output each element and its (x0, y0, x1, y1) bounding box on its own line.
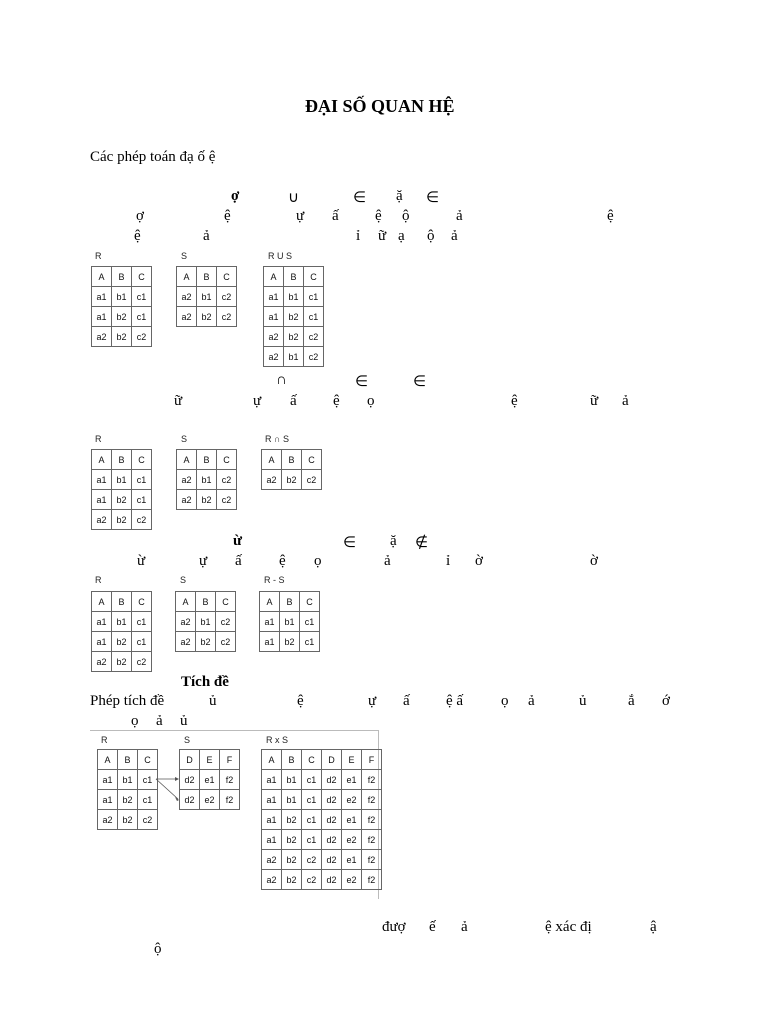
difference-frag: ệ (279, 553, 286, 569)
product-frag: ớ (662, 693, 670, 709)
relation-label: R (101, 735, 108, 745)
column-header: F (220, 750, 240, 770)
table-cell: a2 (177, 287, 197, 307)
table-row (262, 850, 382, 870)
relation-label: S (180, 575, 187, 585)
union-frag: ả (451, 228, 458, 244)
table-cell: b2 (282, 810, 302, 830)
table-cell: a1 (92, 612, 112, 632)
table-cell: a1 (264, 287, 284, 307)
union-word: ợ (231, 188, 240, 204)
difference-frag: ừ (137, 553, 146, 569)
table-cell: b2 (112, 307, 132, 327)
table-cell: a2 (177, 307, 197, 327)
relation-table-r (91, 266, 152, 347)
column-header: A (264, 267, 284, 287)
table-cell: c1 (302, 770, 322, 790)
column-header: B (112, 267, 132, 287)
table-row (262, 870, 382, 890)
table-cell: a1 (262, 770, 282, 790)
column-header: C (304, 267, 324, 287)
union-frag: ∈ (353, 190, 367, 206)
table-cell: a2 (264, 327, 284, 347)
table-cell: c1 (300, 632, 320, 652)
relation-label: R x S (266, 735, 289, 745)
column-header: B (282, 750, 302, 770)
table-cell: a2 (264, 347, 284, 367)
table-cell: c1 (132, 470, 152, 490)
union-frag: ệ (224, 208, 231, 224)
table-cell: b1 (112, 470, 132, 490)
table-row (264, 347, 324, 367)
union-frag: ộ (402, 208, 410, 224)
column-header: F (362, 750, 382, 770)
column-header: A (92, 450, 112, 470)
column-header: C (302, 450, 322, 470)
table-cell: d2 (322, 830, 342, 850)
table-cell: c1 (304, 307, 324, 327)
relation-table-s (179, 749, 240, 810)
column-header: A (176, 592, 196, 612)
table-cell: b2 (280, 632, 300, 652)
column-header: A (177, 267, 197, 287)
table-cell: a1 (92, 632, 112, 652)
table-cell: d2 (322, 870, 342, 890)
table-cell: a2 (177, 470, 197, 490)
intersection-frag: ệ (333, 393, 340, 409)
table-cell: d2 (180, 770, 200, 790)
column-header: D (322, 750, 342, 770)
table-row (98, 770, 158, 790)
relation-table-s (176, 266, 237, 327)
table-header-row (176, 592, 236, 612)
difference-frag: ∉ (415, 535, 429, 551)
column-header: C (216, 592, 236, 612)
union-frag: ỉ (356, 228, 361, 244)
product-frag: ả (156, 713, 163, 729)
table-cell: c2 (217, 470, 237, 490)
relation-table-r (91, 591, 152, 672)
table-cell: a2 (262, 470, 282, 490)
table-header-row (262, 450, 322, 470)
relation-label: S (181, 251, 188, 261)
intersection-frag: ệ (511, 393, 518, 409)
table-cell: c2 (302, 870, 322, 890)
column-header: C (132, 450, 152, 470)
relation-table-result (261, 749, 382, 890)
table-row (176, 612, 236, 632)
table-cell: c1 (300, 612, 320, 632)
table-cell: a1 (262, 830, 282, 850)
intersection-symbol: ∩ (276, 372, 287, 388)
table-cell: e2 (342, 790, 362, 810)
union-symbol: ∪ (288, 190, 299, 206)
table-cell: a1 (262, 810, 282, 830)
column-header: B (284, 267, 304, 287)
table-row (177, 490, 237, 510)
column-header: C (300, 592, 320, 612)
column-header: A (262, 450, 282, 470)
table-cell: c1 (132, 632, 152, 652)
footer-frag: ả (461, 919, 468, 935)
table-cell: c2 (217, 490, 237, 510)
table-cell: f2 (362, 850, 382, 870)
column-header: A (262, 750, 282, 770)
table-row (260, 632, 320, 652)
table-cell: d2 (180, 790, 200, 810)
table-cell: c1 (138, 770, 158, 790)
table-row (92, 632, 152, 652)
column-header: B (112, 592, 132, 612)
table-cell: b2 (282, 850, 302, 870)
table-cell: a2 (177, 490, 197, 510)
table-cell: b2 (118, 810, 138, 830)
table-cell: a1 (98, 770, 118, 790)
column-header: B (280, 592, 300, 612)
product-frag: ự (368, 693, 377, 709)
table-cell: f2 (220, 790, 240, 810)
table-cell: e2 (342, 830, 362, 850)
table-cell: b2 (112, 327, 132, 347)
table-cell: f2 (220, 770, 240, 790)
product-frag: ắ (628, 693, 635, 709)
intro-text: Các phép toán đạ ố ệ (90, 149, 216, 165)
union-frag: ữ (378, 228, 387, 244)
table-cell: b2 (284, 307, 304, 327)
column-header: C (138, 750, 158, 770)
table-row (92, 470, 152, 490)
product-frag: ệ (297, 693, 304, 709)
table-cell: e1 (342, 810, 362, 830)
union-frag: ệ (607, 208, 614, 224)
table-header-row (180, 750, 240, 770)
table-row (262, 830, 382, 850)
table-cell: a1 (98, 790, 118, 810)
table-cell: a1 (264, 307, 284, 327)
table-cell: f2 (362, 770, 382, 790)
table-cell: a2 (92, 327, 112, 347)
union-frag: ấ (332, 208, 339, 224)
table-header-row (92, 592, 152, 612)
difference-frag: ả (384, 553, 391, 569)
relation-label: R U S (268, 251, 293, 261)
product-frag: ọ (131, 713, 139, 729)
difference-frag: ấ (235, 553, 242, 569)
union-frag: ự (296, 208, 305, 224)
product-frag: ủ (180, 713, 188, 729)
table-header-row (92, 267, 152, 287)
union-frag: ộ (427, 228, 435, 244)
table-row (180, 790, 240, 810)
column-header: C (302, 750, 322, 770)
column-header: B (197, 267, 217, 287)
relation-table-result (263, 266, 324, 367)
table-cell: a2 (176, 612, 196, 632)
table-row (92, 307, 152, 327)
relation-label: R ∩ S (265, 434, 289, 444)
table-cell: c2 (132, 652, 152, 672)
table-cell: c2 (217, 287, 237, 307)
table-cell: b1 (284, 287, 304, 307)
table-header-row (262, 750, 382, 770)
table-cell: b1 (282, 790, 302, 810)
table-row (92, 612, 152, 632)
column-header: A (92, 267, 112, 287)
table-cell: c1 (132, 612, 152, 632)
table-header-row (260, 592, 320, 612)
column-header: A (98, 750, 118, 770)
column-header: A (177, 450, 197, 470)
table-cell: a1 (92, 490, 112, 510)
table-cell: b1 (112, 287, 132, 307)
table-cell: b1 (196, 612, 216, 632)
table-cell: a2 (262, 870, 282, 890)
table-cell: b2 (196, 632, 216, 652)
intersection-frag: ∈ (413, 374, 427, 390)
table-row (92, 287, 152, 307)
relation-label: R - S (264, 575, 285, 585)
column-header: C (132, 267, 152, 287)
table-cell: f2 (362, 810, 382, 830)
table-cell: a1 (92, 307, 112, 327)
difference-frag: ặ (390, 533, 397, 549)
intersection-frag: ữ (590, 393, 599, 409)
column-header: D (180, 750, 200, 770)
difference-frag: ự (199, 553, 208, 569)
table-cell: b1 (112, 612, 132, 632)
table-cell: a2 (98, 810, 118, 830)
table-cell: b2 (282, 470, 302, 490)
table-cell: c2 (302, 470, 322, 490)
difference-frag: ∈ (343, 535, 357, 551)
relation-table-result (261, 449, 322, 490)
relation-label: R (95, 434, 102, 444)
table-row (262, 770, 382, 790)
table-cell: a2 (262, 850, 282, 870)
relation-label: R (95, 575, 102, 585)
product-frag: ệ ấ (446, 693, 464, 709)
table-cell: c1 (302, 790, 322, 810)
table-row (177, 307, 237, 327)
relation-label: S (181, 434, 188, 444)
table-cell: a1 (92, 287, 112, 307)
union-frag: ệ (134, 228, 141, 244)
table-cell: c1 (302, 810, 322, 830)
column-header: B (112, 450, 132, 470)
table-cell: e1 (342, 770, 362, 790)
table-cell: c1 (138, 790, 158, 810)
difference-word: ừ (233, 533, 243, 549)
table-cell: b2 (112, 632, 132, 652)
table-cell: c1 (132, 307, 152, 327)
difference-frag: ờ (590, 553, 598, 569)
table-cell: b1 (118, 770, 138, 790)
difference-frag: ọ (314, 553, 322, 569)
table-cell: f2 (362, 830, 382, 850)
table-header-row (92, 450, 152, 470)
table-cell: e2 (200, 790, 220, 810)
union-frag: ả (456, 208, 463, 224)
union-frag: ặ (396, 188, 403, 204)
product-frag: ủ (209, 693, 217, 709)
column-header: B (197, 450, 217, 470)
table-cell: b2 (112, 490, 132, 510)
column-header: B (118, 750, 138, 770)
intersection-frag: ∈ (355, 374, 369, 390)
table-cell: c1 (302, 830, 322, 850)
table-cell: a2 (176, 632, 196, 652)
table-row (262, 470, 322, 490)
table-cell: b2 (282, 830, 302, 850)
table-row (262, 790, 382, 810)
table-cell: c1 (304, 287, 324, 307)
table-cell: f2 (362, 790, 382, 810)
relation-table-r (97, 749, 158, 830)
table-header-row (177, 267, 237, 287)
union-frag: ợ (136, 208, 144, 224)
table-cell: c2 (304, 327, 324, 347)
table-cell: d2 (322, 790, 342, 810)
table-cell: b2 (197, 490, 217, 510)
table-cell: a2 (92, 510, 112, 530)
table-header-row (264, 267, 324, 287)
table-row (264, 327, 324, 347)
table-cell: d2 (322, 850, 342, 870)
column-header: C (217, 267, 237, 287)
footer-frag: ộ (154, 941, 162, 957)
table-row (92, 490, 152, 510)
table-cell: f2 (362, 870, 382, 890)
intersection-frag: ả (622, 393, 629, 409)
column-header: B (282, 450, 302, 470)
table-header-row (177, 450, 237, 470)
table-cell: b2 (112, 652, 132, 672)
union-frag: ả (203, 228, 210, 244)
column-header: B (196, 592, 216, 612)
product-frag: ả (528, 693, 535, 709)
column-header: C (217, 450, 237, 470)
table-cell: d2 (322, 810, 342, 830)
table-row (264, 307, 324, 327)
column-header: C (132, 592, 152, 612)
footer-frag: ậ (650, 919, 657, 935)
footer-frag: ế (429, 919, 436, 935)
relation-label: S (184, 735, 191, 745)
table-cell: b2 (112, 510, 132, 530)
table-cell: c2 (132, 327, 152, 347)
table-cell: c2 (217, 307, 237, 327)
product-heading: Tích đề (181, 674, 229, 690)
union-frag: ∈ (426, 190, 440, 206)
table-cell: a2 (92, 652, 112, 672)
column-header: A (92, 592, 112, 612)
table-cell: b1 (280, 612, 300, 632)
product-frag: ấ (403, 693, 410, 709)
table-row (177, 287, 237, 307)
table-row (92, 652, 152, 672)
table-cell: c1 (132, 287, 152, 307)
table-cell: b1 (197, 287, 217, 307)
table-cell: e1 (200, 770, 220, 790)
table-cell: a1 (92, 470, 112, 490)
footer-frag: đượ (382, 919, 406, 935)
table-cell: b2 (284, 327, 304, 347)
intersection-frag: ự (253, 393, 262, 409)
relation-table-s (176, 449, 237, 510)
table-row (260, 612, 320, 632)
table-cell: c2 (304, 347, 324, 367)
table-row (98, 810, 158, 830)
relation-table-r (91, 449, 152, 530)
table-cell: c2 (216, 632, 236, 652)
footer-frag: ệ xác đị (545, 919, 592, 935)
table-cell: c1 (132, 490, 152, 510)
table-row (176, 632, 236, 652)
table-header-row (98, 750, 158, 770)
table-cell: b1 (284, 347, 304, 367)
column-header: E (342, 750, 362, 770)
table-cell: c2 (216, 612, 236, 632)
table-cell: b1 (197, 470, 217, 490)
product-frag: Phép tích đề (90, 693, 165, 709)
table-cell: b2 (197, 307, 217, 327)
difference-frag: ờ (475, 553, 483, 569)
table-cell: d2 (322, 770, 342, 790)
relation-table-result (259, 591, 320, 652)
table-row (264, 287, 324, 307)
table-cell: c2 (302, 850, 322, 870)
product-frag: ủ (579, 693, 587, 709)
relation-table-s (175, 591, 236, 652)
table-cell: a1 (262, 790, 282, 810)
column-header: E (200, 750, 220, 770)
intersection-frag: ấ (290, 393, 297, 409)
intersection-frag: ọ (367, 393, 375, 409)
union-frag: ạ (398, 228, 405, 244)
table-cell: e2 (342, 870, 362, 890)
table-row (180, 770, 240, 790)
difference-frag: ỉ (446, 553, 451, 569)
page-title: ĐẠI SỐ QUAN HỆ (305, 96, 455, 116)
table-cell: b2 (282, 870, 302, 890)
table-row (92, 510, 152, 530)
table-cell: b2 (118, 790, 138, 810)
column-header: A (260, 592, 280, 612)
table-cell: a1 (260, 612, 280, 632)
table-row (177, 470, 237, 490)
table-row (262, 810, 382, 830)
table-cell: c2 (132, 510, 152, 530)
table-cell: b1 (282, 770, 302, 790)
table-cell: a1 (260, 632, 280, 652)
intersection-frag: ữ (174, 393, 183, 409)
table-row (98, 790, 158, 810)
table-cell: c2 (138, 810, 158, 830)
table-row (92, 327, 152, 347)
union-frag: ệ (375, 208, 382, 224)
table-cell: e1 (342, 850, 362, 870)
relation-label: R (95, 251, 102, 261)
product-frag: ọ (501, 693, 509, 709)
